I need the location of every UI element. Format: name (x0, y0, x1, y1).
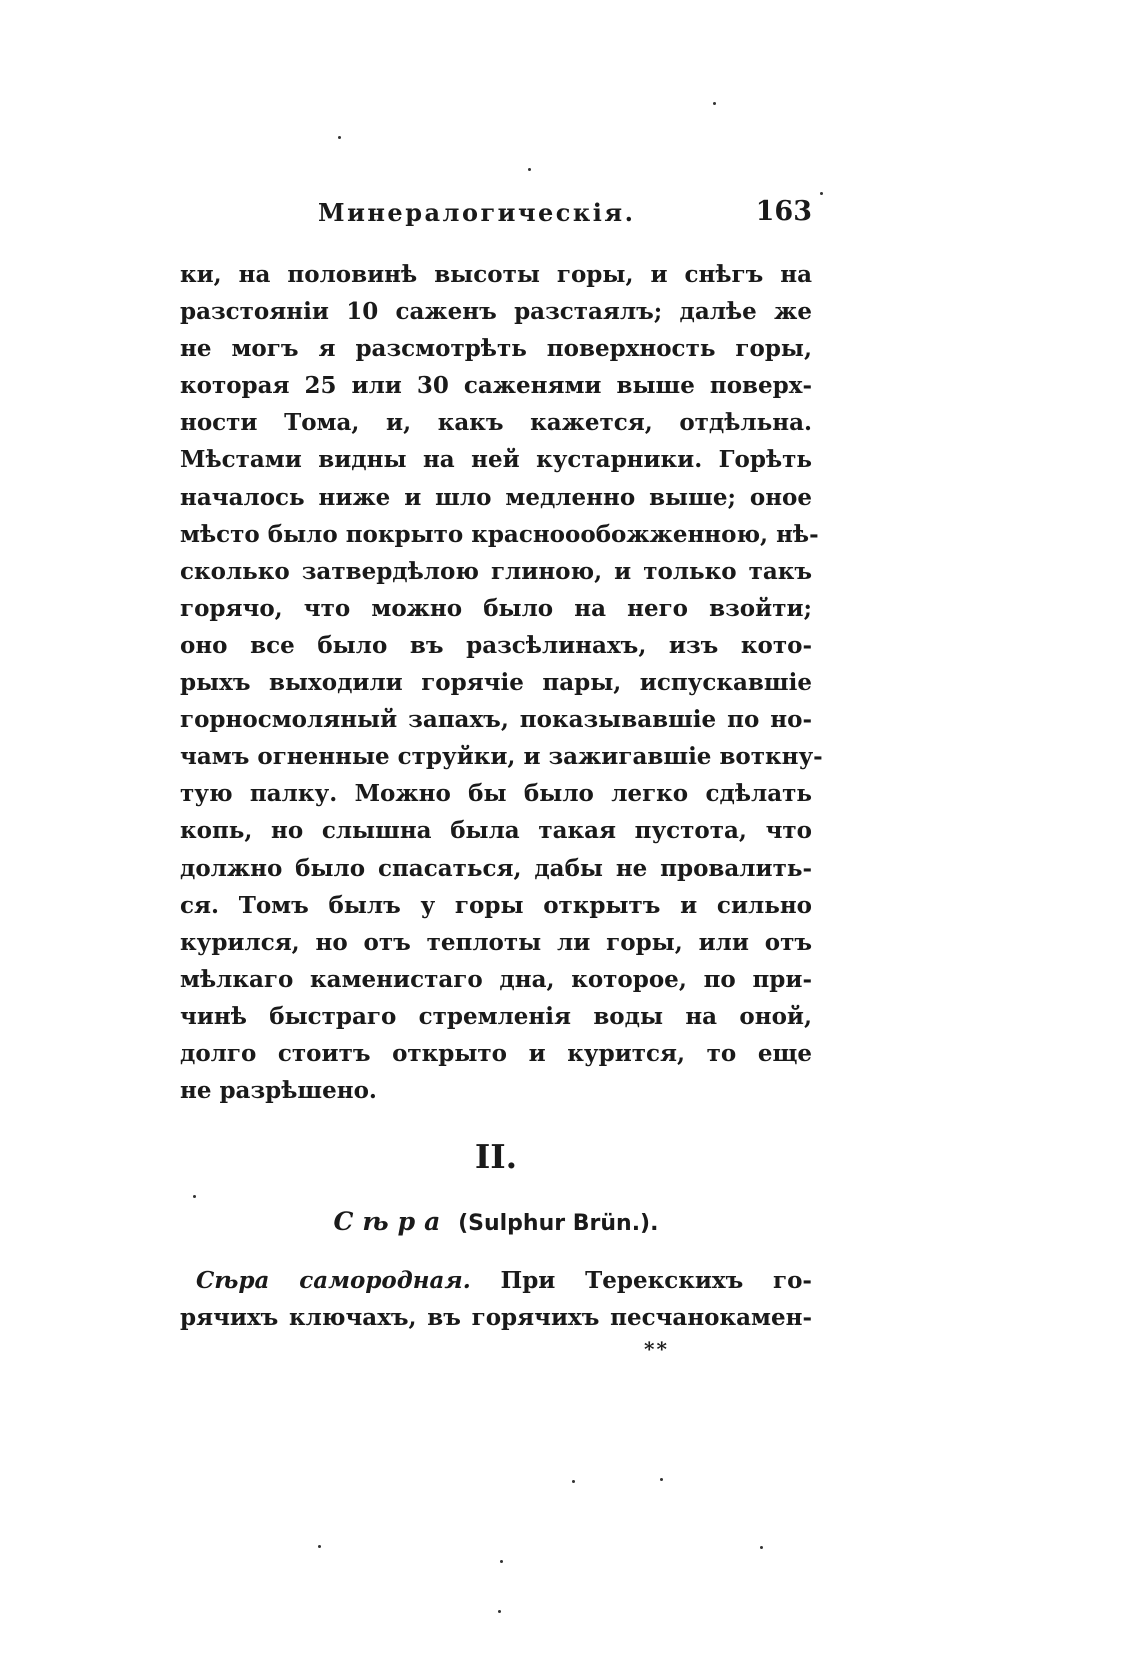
scan-speck (820, 192, 823, 195)
section-title-latin: (Sulphur Brün.). (458, 1211, 659, 1236)
text-line: ности Тома, и, какъ кажется, отдѣльна. (180, 409, 812, 437)
subsection-lead: Сѣра самородная. (196, 1267, 471, 1294)
text-line: сколько затвердѣлою глиною, и только такъ (180, 557, 812, 585)
text-line: долго стоитъ открыто и курится, то еще (180, 1039, 812, 1067)
scan-speck (498, 1610, 501, 1613)
text-line: чамъ огненные струйки, и зажигавшіе воткну- (180, 743, 823, 771)
text-line: должно было спасаться, дабы не провалить- (180, 854, 812, 882)
signature-mark: ** (644, 1337, 669, 1361)
text-line: мѣсто было покрыто красноообожженною, нѣ- (180, 520, 819, 548)
text-line: ся. Томъ былъ у горы открытъ и сильно (180, 891, 812, 919)
text-line: ки, на половинѣ высоты горы, и снѣгъ на (180, 261, 812, 288)
scan-speck (338, 136, 341, 139)
text-line (180, 1262, 812, 1299)
page-header (180, 198, 820, 232)
text-line: которая 25 или 30 саженями выше поверх- (180, 372, 812, 400)
text-line: началось ниже и шло медленно выше; оное (180, 483, 812, 511)
scan-speck (318, 1545, 321, 1548)
scan-speck (528, 168, 531, 171)
scan-speck (193, 1195, 196, 1198)
text-line: рыхъ выходили горячіе пары, испускавшіе (180, 669, 812, 697)
text-line: горячо, что можно было на него взойти; (180, 594, 812, 622)
text-line: мѣлкаго каменистаго дна, которое, по при- (180, 965, 812, 993)
section-number: II. (474, 1137, 518, 1176)
text-line: копь, но слышна была такая пустота, что (180, 817, 812, 845)
scan-speck (660, 1478, 663, 1481)
text-line: горносмоляный запахъ, показывавшіе по но- (180, 706, 812, 734)
text-line: тую палку. Можно бы было легко сдѣлать (180, 780, 812, 808)
page-number: 163 (755, 196, 812, 227)
scan-speck (500, 1560, 503, 1563)
scan-speck (760, 1546, 763, 1549)
text-line: оно все было въ разсѣлинахъ, изъ кото- (180, 631, 812, 659)
section-title-russian: Сѣра (333, 1207, 450, 1236)
body-paragraph (180, 256, 823, 1109)
section-heading (180, 1207, 812, 1236)
running-head: Минералогическія. (318, 198, 636, 227)
text-line: не могъ я разсмотрѣть поверхность горы, (180, 335, 812, 363)
scan-speck (572, 1480, 575, 1483)
subsection-text: При Терекскихъ го- (500, 1267, 812, 1294)
text-line: не разрѣшено. (180, 1077, 377, 1105)
text-line: Мѣстами видны на ней кустарники. Горѣть (180, 446, 812, 474)
text-line: рячихъ ключахъ, въ горячихъ песчанокамен- (180, 1304, 812, 1332)
text-line: разстояніи 10 саженъ разстаялъ; далѣе же (180, 298, 812, 326)
text-line: курился, но отъ теплоты ли горы, или отъ (180, 928, 812, 956)
text-line: чинѣ быстраго стремленія воды на оной, (180, 1002, 812, 1030)
subsection-paragraph (180, 1262, 812, 1336)
scan-speck (713, 102, 716, 105)
